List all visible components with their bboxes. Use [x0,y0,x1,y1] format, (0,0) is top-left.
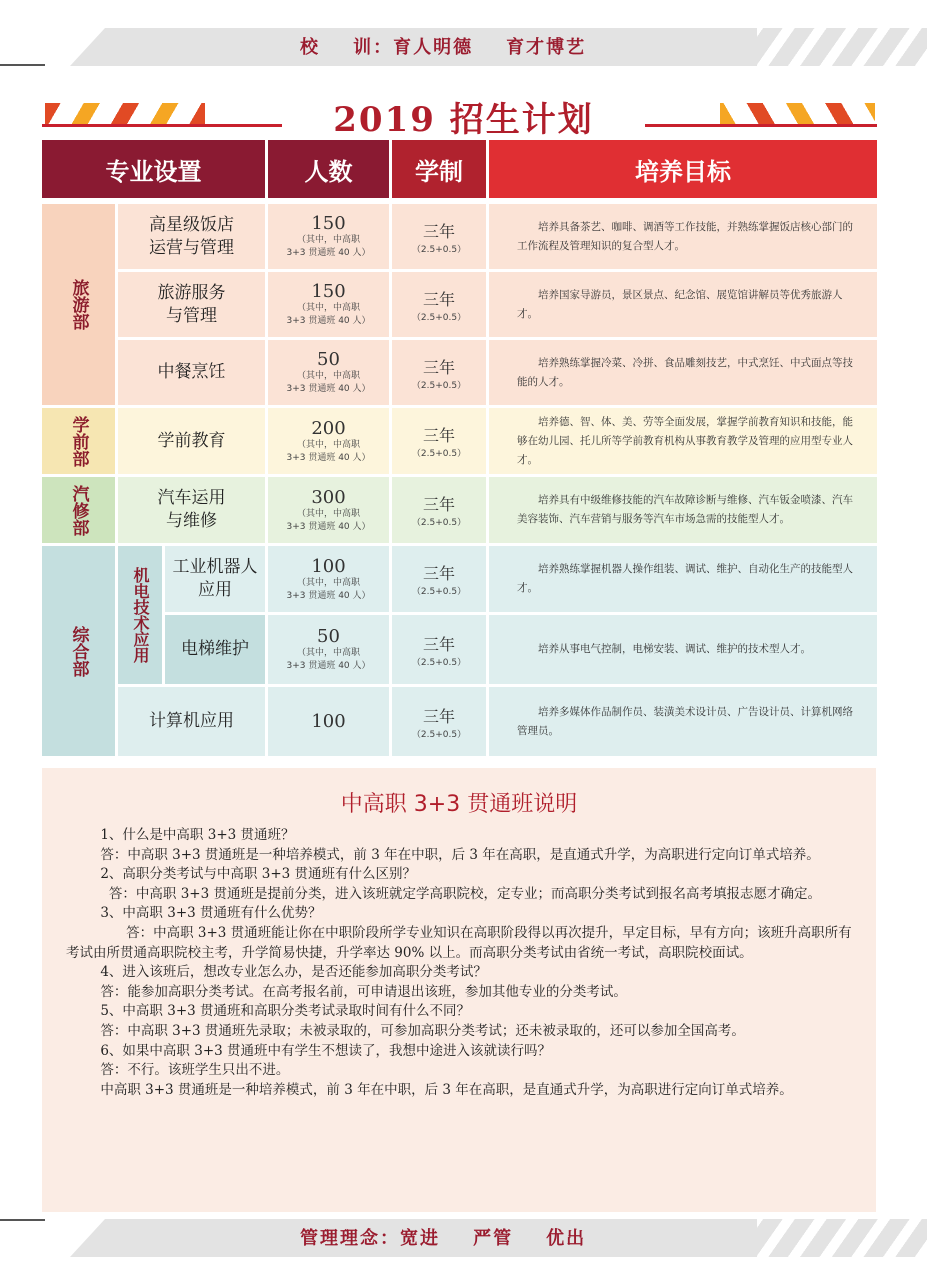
goal-cell: 培养熟练掌握机器人操作组装、调试、维护、自动化生产的技能型人才。 [489,546,877,612]
sub-dept-electromechanical: 机电技术应用 [118,546,162,684]
goal-cell: 培养具备茶艺、咖啡、调酒等工作技能，并熟练掌握饭店核心部门的工作流程及管理知识的复合型人才。 [489,204,877,269]
major-cell: 电梯维护 [165,615,265,684]
header-goal: 培养目标 [489,140,877,198]
count-cell: 100 [268,687,389,756]
paragraph: 答：中高职 3+3 贯通班能让你在中职阶段所学专业知识在高职阶段得以再次提升，早定目标，早有方向；该班升高职所有考试由所贯通高职院校主考，升学简易快捷，升学率达 90% 以上。而高职分类考试由省统一考试，高职院校面试。 [66,924,852,961]
paragraph: 5、中高职 3+3 贯通班和高职分类考试录取时间有什么不同？ [66,1003,471,1020]
paragraph: 答：不行。该班学生只出不进。 [66,1062,290,1079]
major-cell: 工业机器人 应用 [165,546,265,612]
major-cell: 中餐烹饪 [118,340,265,405]
explanation-title: 中高职 3+3 贯通班说明 [340,792,578,817]
duration-cell: 三年 （2.5+0.5） [392,272,486,337]
page-title: 2019 招生计划 [333,100,594,140]
dept-preschool: 学前部 [42,408,115,474]
paragraph: 3、中高职 3+3 贯通班有什么优势？ [66,905,322,922]
paragraph: 6、如果中高职 3+3 贯通班中有学生不想读了，我想中途进入该就读行吗？ [66,1042,552,1059]
major-cell: 旅游服务 与管理 [118,272,265,337]
paragraph: 1、什么是中高职 3+3 贯通班？ [66,827,295,843]
major-cell: 汽车运用 与维修 [118,477,265,543]
duration-cell: 三年 （2.5+0.5） [392,687,486,756]
paragraph: 答：中高职 3+3 贯通班先录取；未被录取的，可参加高职分类考试；还未被录取的，还可以参加全国高考。 [66,1022,745,1039]
school-motto: 校 训：育人明德 育才博艺 [300,37,587,58]
count-cell: 100 （其中，中高职 3+3 贯通班 40 人） [268,546,389,612]
duration-cell: 三年 （2.5+0.5） [392,204,486,269]
duration-cell: 三年 （2.5+0.5） [392,477,486,543]
paragraph: 答：能参加高职分类考试。在高考报名前，可申请退出该班，参加其他专业的分类考试。 [66,983,627,1000]
major-cell: 学前教育 [118,408,265,474]
paragraph: 中高职 3+3 贯通班是一种培养模式，前 3 年在中职，后 3 年在高职，是直通式升学，为高职进行定向订单式培养。 [66,1081,793,1098]
duration-cell: 三年 （2.5+0.5） [392,546,486,612]
header-count: 人数 [268,140,389,198]
dept-general: 综合部 [42,546,115,756]
count-cell: 50 （其中，中高职 3+3 贯通班 40 人） [268,340,389,405]
major-cell: 计算机应用 [118,687,265,756]
duration-cell: 三年 （2.5+0.5） [392,615,486,684]
goal-cell: 培养国家导游员，景区景点、纪念馆、展览馆讲解员等优秀旅游人才。 [489,272,877,337]
explanation-body [66,826,852,1100]
count-cell: 300 （其中，中高职 3+3 贯通班 40 人） [268,477,389,543]
left-accent-line [0,64,45,66]
paragraph: 2、高职分类考试与中高职 3+3 贯通班有什么区别？ [66,866,417,883]
count-cell: 200 （其中，中高职 3+3 贯通班 40 人） [268,408,389,474]
goal-cell: 培养德、智、体、美、劳等全面发展，掌握学前教育知识和技能，能够在幼儿园、托儿所等学前教育机构从事教育教学及管理的应用型专业人才。 [489,408,877,474]
goal-cell: 培养从事电气控制，电梯安装、调试、维护的技术型人才。 [489,615,877,684]
left-accent-line-bottom [0,1219,45,1221]
management-concept: 管理理念：宽进 严管 优出 [300,1228,587,1249]
goal-cell: 培养熟练掌握冷菜、冷拼、食品雕刻技艺，中式烹饪、中式面点等技能的人才。 [489,340,877,405]
paragraph: 答：中高职 3+3 贯通班是提前分类，进入该班就定学高职院校，定专业；而高职分类考试到报名高考填报志愿才确定。 [66,885,821,902]
goal-cell: 培养多媒体作品制作员、装潢美术设计员、广告设计员、计算机网络管理员。 [489,687,877,756]
duration-cell: 三年 （2.5+0.5） [392,340,486,405]
paragraph: 答：中高职 3+3 贯通班是一种培养模式，前 3 年在中职，后 3 年在高职，是直通式升学，为高职进行定向订单式培养。 [66,846,820,863]
count-cell: 150 （其中，中高职 3+3 贯通班 40 人） [268,272,389,337]
header-major: 专业设置 [42,140,265,198]
paragraph: 4、进入该班后，想改专业怎么办，是否还能参加高职分类考试？ [66,964,487,981]
duration-cell: 三年 （2.5+0.5） [392,408,486,474]
count-cell: 50 （其中，中高职 3+3 贯通班 40 人） [268,615,389,684]
major-cell: 高星级饭店 运营与管理 [118,204,265,269]
header-duration: 学制 [392,140,486,198]
dept-tourism: 旅游部 [42,204,115,405]
count-cell: 150 （其中，中高职 3+3 贯通班 40 人） [268,204,389,269]
dept-auto: 汽修部 [42,477,115,543]
goal-cell: 培养具有中级维修技能的汽车故障诊断与维修、汽车钣金喷漆、汽车美容装饰、汽车营销与服务等汽车市场急需的技能型人才。 [489,477,877,543]
